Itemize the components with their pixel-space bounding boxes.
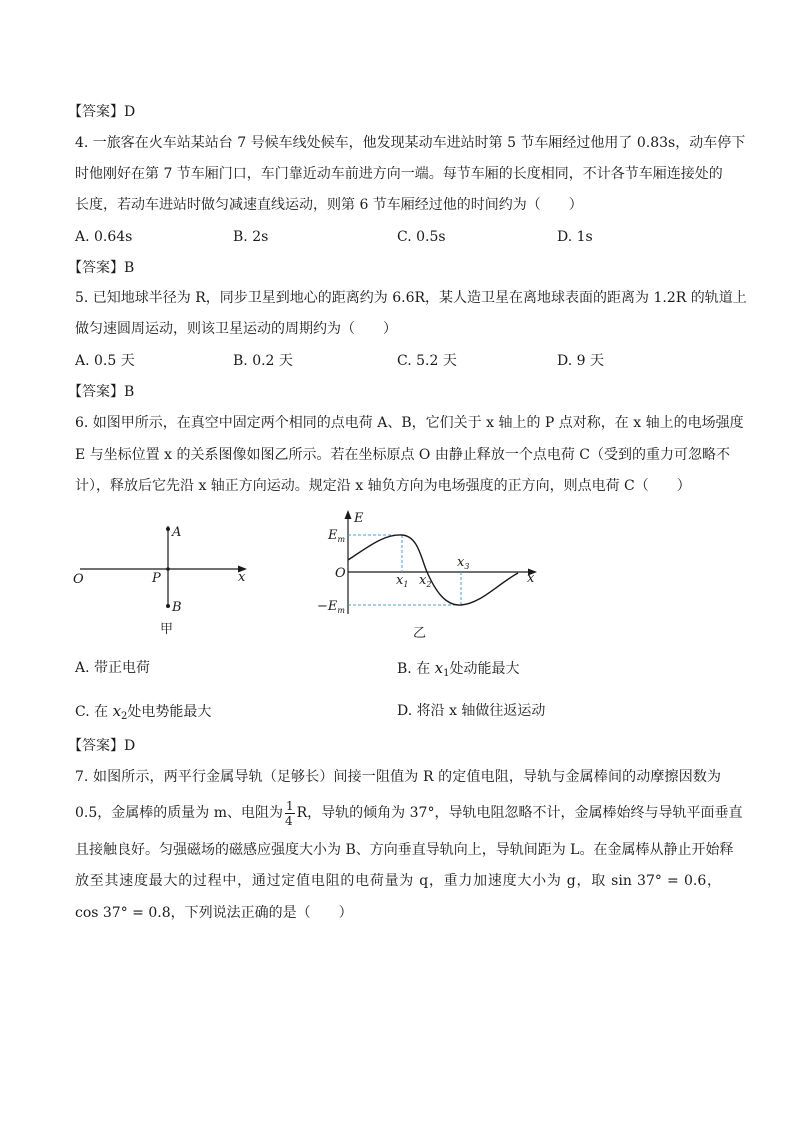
- label-x1: $x_1$: [396, 573, 409, 589]
- caption-yi: 乙: [413, 626, 427, 641]
- var-x: x: [434, 659, 444, 677]
- e-axis-arrow: [345, 510, 352, 519]
- subscript: 1: [443, 668, 450, 679]
- label-x: x: [238, 570, 246, 585]
- q7-line-1: 7. 如图所示，两平行金属导轨（足够长）间接一阻值为 R 的定值电阻，导轨与金属棒间的动摩擦因数为: [75, 769, 721, 785]
- label-o: O: [335, 566, 346, 581]
- q5-option-c: C. 5.2 天: [397, 353, 457, 369]
- q4-line-2: 时他刚好在第 7 节车厢门口，车门靠近动车前进方向一端。每节车厢的长度相同，不计各节车厢连接处的: [75, 166, 723, 182]
- answer-q5: 【答案】B: [68, 384, 135, 400]
- option-prefix: C. 在: [75, 704, 113, 720]
- label-neg-em: $-E_m$: [317, 599, 345, 615]
- q5-line-2: 做匀速圆周运动，则该卫星运动的周期约为（ ）: [75, 321, 397, 337]
- point-p-dot: [166, 567, 170, 571]
- q6-option-c: [75, 701, 211, 727]
- option-prefix: B. 在: [397, 661, 435, 677]
- q6-line-3: 计），释放后它先沿 x 轴正方向运动。规定沿 x 轴负方向为电场强度的正方向，则点电荷 C（ ）: [75, 478, 691, 494]
- e-x-curve: [348, 535, 518, 605]
- charge-a-dot: [166, 527, 170, 531]
- answer-q6: 【答案】D: [68, 738, 136, 754]
- answer-q3: 【答案】D: [68, 104, 136, 120]
- label-b: B: [172, 600, 182, 615]
- figure-jia: [60, 510, 260, 645]
- label-x: x: [527, 571, 535, 586]
- q7-line-2: [75, 798, 743, 828]
- label-em: $E_m$: [328, 528, 346, 544]
- var-x: x: [112, 702, 122, 720]
- q6-option-d: D. 将沿 x 轴做往返运动: [397, 703, 546, 719]
- q4-option-a: A. 0.64s: [75, 229, 133, 245]
- option-suffix: 处动能最大: [449, 661, 520, 677]
- q7-line-5: cos 37° = 0.8，下列说法正确的是（ ）: [75, 905, 353, 921]
- fraction-one-quarter: [285, 799, 295, 828]
- line-text-before: 0.5，金属棒的质量为 m、电阻为: [75, 805, 283, 821]
- q5-option-d: D. 9 天: [557, 353, 604, 369]
- label-e: E: [354, 511, 364, 526]
- label-o: O: [73, 572, 84, 587]
- q5-option-a: A. 0.5 天: [75, 353, 135, 369]
- q7-line-3: 且接触良好。匀强磁场的磁感应强度大小为 B、方向垂直导轨向上，导轨间距为 L。在金属棒从静止开始释: [75, 842, 734, 858]
- line-text-after: R，导轨的倾角为 37°，导轨电阻忽略不计，金属棒始终与导轨平面垂直: [296, 805, 743, 821]
- caption-jia: 甲: [160, 622, 174, 637]
- q4-option-c: C. 0.5s: [397, 229, 446, 245]
- q4-option-b: B. 2s: [233, 229, 269, 245]
- label-a: A: [172, 525, 182, 540]
- q6-option-b: [397, 658, 519, 684]
- label-x2: $x_2$: [419, 573, 432, 589]
- q6-line-2: E 与坐标位置 x 的关系图像如图乙所示。若在坐标原点 O 由静止释放一个点电荷 C（受到的重力可忽略不: [75, 447, 731, 463]
- q6-option-a: A. 带正电荷: [75, 660, 151, 676]
- dashed-guides: [348, 535, 461, 605]
- fraction-numerator: 1: [286, 798, 294, 813]
- q4-line-3: 长度，若动车进站时做匀减速直线运动，则第 6 节车厢经过他的时间约为（ ）: [75, 197, 583, 213]
- fraction-denominator: 4: [285, 813, 293, 828]
- option-suffix: 处电势能最大: [127, 704, 212, 720]
- q6-line-1: 6. 如图甲所示，在真空中固定两个相同的点电荷 A、B，它们关于 x 轴上的 P 点对称，在 x 轴上的电场强度: [75, 415, 744, 431]
- q4-option-d: D. 1s: [557, 229, 593, 245]
- label-x3: $x_3$: [457, 555, 470, 571]
- q5-option-b: B. 0.2 天: [233, 353, 293, 369]
- label-p: P: [152, 571, 161, 586]
- answer-q4: 【答案】B: [68, 260, 135, 276]
- q4-line-1: 4. 一旅客在火车站某站台 7 号候车线处候车，他发现某动车进站时第 5 节车厢经过他用了 0.83s，动车停下: [75, 135, 746, 151]
- charge-b-dot: [166, 604, 170, 608]
- q7-line-4: 放至其速度最大的过程中，通过定值电阻的电荷量为 q，重力加速度大小为 g，取 sin 37° = 0.6，: [75, 873, 721, 889]
- figure-yi: [310, 505, 545, 645]
- q5-line-1: 5. 已知地球半径为 R，同步卫星到地心的距离约为 6.6R，某人造卫星在离地球表面的距离为 1.2R 的轨道上: [75, 290, 747, 306]
- subscript: 2: [121, 711, 128, 722]
